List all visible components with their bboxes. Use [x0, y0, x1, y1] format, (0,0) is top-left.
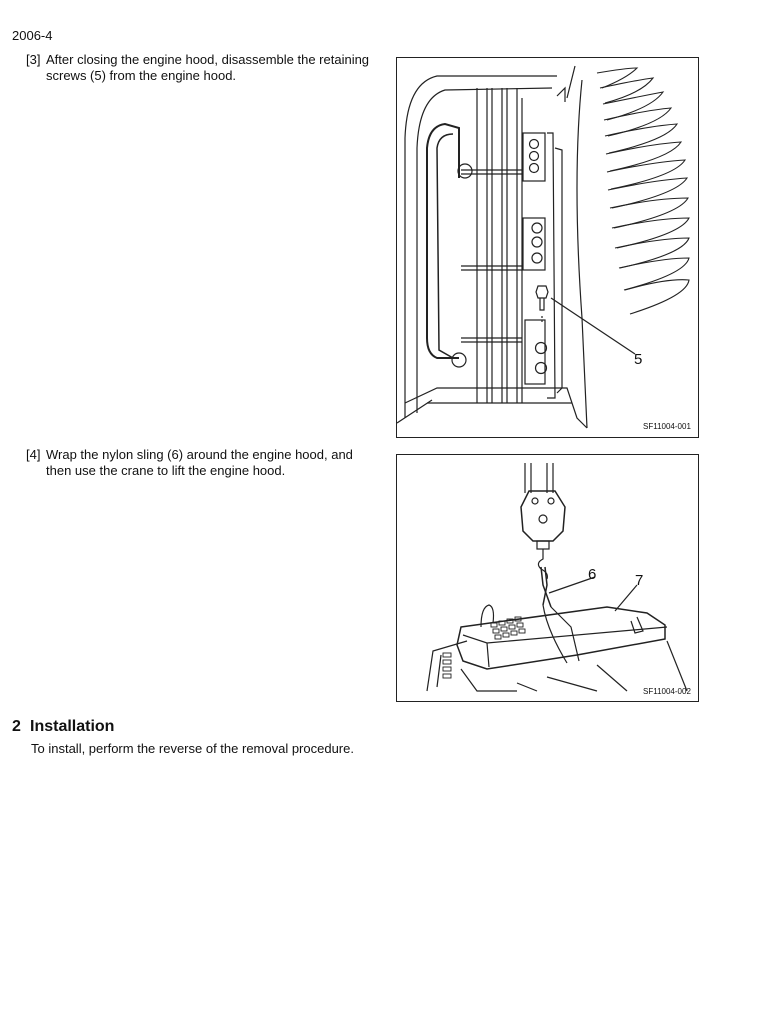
section-number: 2: [12, 718, 21, 735]
step-number: [4]: [26, 447, 41, 462]
section-title: Installation: [30, 718, 115, 735]
section-body: To install, perform the reverse of the removal procedure.: [31, 741, 354, 756]
figure-lifting-hood: [396, 454, 699, 702]
section-heading: [12, 718, 114, 736]
figure-caption: SF11004-002: [643, 687, 691, 696]
callout-7: 7: [635, 572, 644, 589]
figure-caption: SF11004-001: [643, 422, 691, 431]
step-text: After closing the engine hood, disassemble the retaining screws (5) from the engine hood.: [46, 52, 370, 83]
crane-lift-illustration: [397, 455, 698, 701]
page-number: 2006-4: [12, 28, 53, 43]
step-text: Wrap the nylon sling (6) around the engine hood, and then use the crane to lift the engine hood.: [46, 447, 353, 478]
figure-retaining-screws: [396, 57, 699, 438]
step-3: [26, 52, 371, 84]
callout-6: 6: [588, 566, 597, 583]
engine-hood-screws-illustration: [397, 58, 698, 437]
step-4: [26, 447, 371, 479]
callout-5: 5: [634, 351, 643, 368]
step-number: [3]: [26, 52, 41, 67]
